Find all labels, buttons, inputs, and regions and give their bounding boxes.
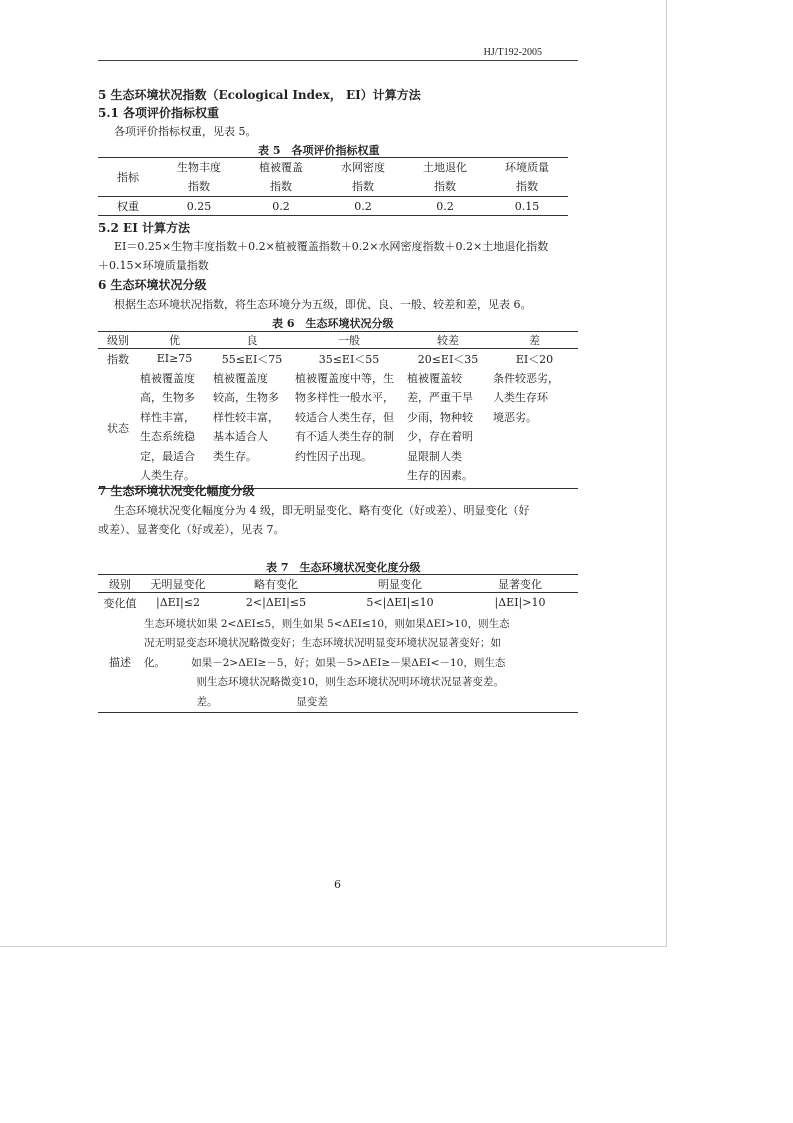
table-7-value-label: 变化值: [103, 596, 137, 610]
table-5-col: 生物丰度 指数: [158, 158, 240, 197]
table-6-index: 55≤EI＜75: [221, 352, 283, 366]
page-number: 6: [334, 878, 341, 891]
section-7-title: 7 生态环境状况变化幅度分级: [98, 484, 255, 498]
table-7-head: 显著变化: [462, 575, 578, 593]
section-6-para: 根据生态环境状况指数，将生态环境分为五级，即优、良、一般、较差和差，见表 6。: [114, 298, 532, 311]
table-5-col: 环境质量 指数: [486, 158, 568, 197]
section-5-2-title: 5.2 EI 计算方法: [98, 221, 190, 235]
section-7-para-2: 或差）、显著变化（好或差），见表 7。: [98, 523, 285, 536]
section-5-1-para: 各项评价指标权重，见表 5。: [114, 125, 257, 138]
table-5-value: 0.25: [186, 199, 212, 213]
table-6-head: 差: [491, 332, 578, 349]
table-6-state: 植被覆盖较 差，严重干旱 少雨，物种较 少，存在着明 显限制人类 生存的因素。: [407, 371, 473, 482]
table-6-state-label: 状态: [107, 422, 129, 436]
table-7-description: 生态环境状如果 2<ΔEI≤5，则生如果 5<ΔEI≤10，则如果ΔEI>10，则生态 况无明显变态环境状况略微变好；生态环境状况明显变环境状况显著变好；如 化。 如果－2>ΔEI≥－5，好；如果－5>ΔEI≥－果ΔEI<－10，则生态 则生态环境状况略微变10，则生态环境状况明环境状况显著变差。 差。 显变差: [144, 617, 510, 708]
table-5: [98, 157, 568, 216]
table-6-head: 优: [138, 332, 211, 349]
table-7-caption: 表 7 生态环境状况变化度分级: [266, 561, 421, 574]
table-6-head: 良: [211, 332, 293, 349]
table-6-head: 级别: [98, 332, 138, 349]
table-7-head: 略有变化: [214, 575, 338, 593]
table-6-head: 一般: [293, 332, 405, 349]
table-5-caption: 表 5 各项评价指标权重: [258, 144, 380, 157]
table-7-value: 2<|ΔEI|≤5: [245, 596, 307, 610]
table-6: [98, 331, 578, 489]
formula-line-2: ＋0.15×环境质量指数: [98, 259, 209, 272]
doc-code: HJ/T192-2005: [483, 47, 542, 58]
table-6-state: 植被覆盖度 较高，生物多 样性较丰富， 基本适合人 类生存。: [213, 371, 279, 463]
table-6-index: 20≤EI＜35: [417, 352, 479, 366]
table-7-head: 级别: [98, 575, 142, 593]
table-7: [98, 574, 578, 713]
table-6-index: EI＜20: [515, 352, 554, 366]
table-7-value: |ΔEI|>10: [494, 596, 546, 610]
table-5-col: 水网密度 指数: [322, 158, 404, 197]
table-7-head: 明显变化: [338, 575, 462, 593]
table-5-col: 土地退化 指数: [404, 158, 486, 197]
table-7-value: 5<|ΔEI|≤10: [366, 596, 434, 610]
table-5-row-label: 权重: [117, 200, 139, 213]
table-5-value: 0.15: [514, 199, 540, 213]
table-6-index-label: 指数: [107, 352, 129, 366]
table-5-col: 植被覆盖 指数: [240, 158, 322, 197]
table-7-head: 无明显变化: [142, 575, 214, 593]
table-7-value: |ΔEI|≤2: [156, 596, 200, 610]
table-6-index: 35≤EI＜55: [318, 352, 380, 366]
section-5-title: 5 生态环境状况指数（Ecological Index， EI）计算方法: [98, 88, 421, 102]
table-6-state: 植被覆盖度 高，生物多 样性丰富， 生态系统稳 定，最适合 人类生存。: [140, 371, 195, 482]
formula-line-1: EI＝0.25×生物丰度指数＋0.2×植被覆盖指数＋0.2×水网密度指数＋0.2×土地退化指数: [114, 240, 549, 253]
table-5-head-label: 指标: [98, 158, 158, 197]
section-5-1-title: 5.1 各项评价指标权重: [98, 106, 220, 120]
table-6-head: 较差: [405, 332, 491, 349]
table-6-state: 条件较恶劣， 人类生存环 境恶劣。: [493, 371, 559, 424]
table-5-value: 0.2: [354, 199, 372, 213]
table-6-index: EI≥75: [156, 352, 193, 366]
table-6-caption: 表 6 生态环境状况分级: [272, 317, 394, 330]
table-5-value: 0.2: [436, 199, 454, 213]
section-6-title: 6 生态环境状况分级: [98, 278, 207, 292]
header-rule: [98, 60, 578, 61]
table-7-desc-label: 描述: [109, 656, 131, 670]
table-5-value: 0.2: [272, 199, 290, 213]
table-6-state: 植被覆盖度中等，生 物多样性一般水平， 较适合人类生存，但 有不适人类生存的制 约性因子出现。: [295, 371, 394, 463]
section-7-para-1: 生态环境状况变化幅度分为 4 级，即无明显变化、略有变化（好或差）、明显变化（好: [114, 504, 530, 517]
